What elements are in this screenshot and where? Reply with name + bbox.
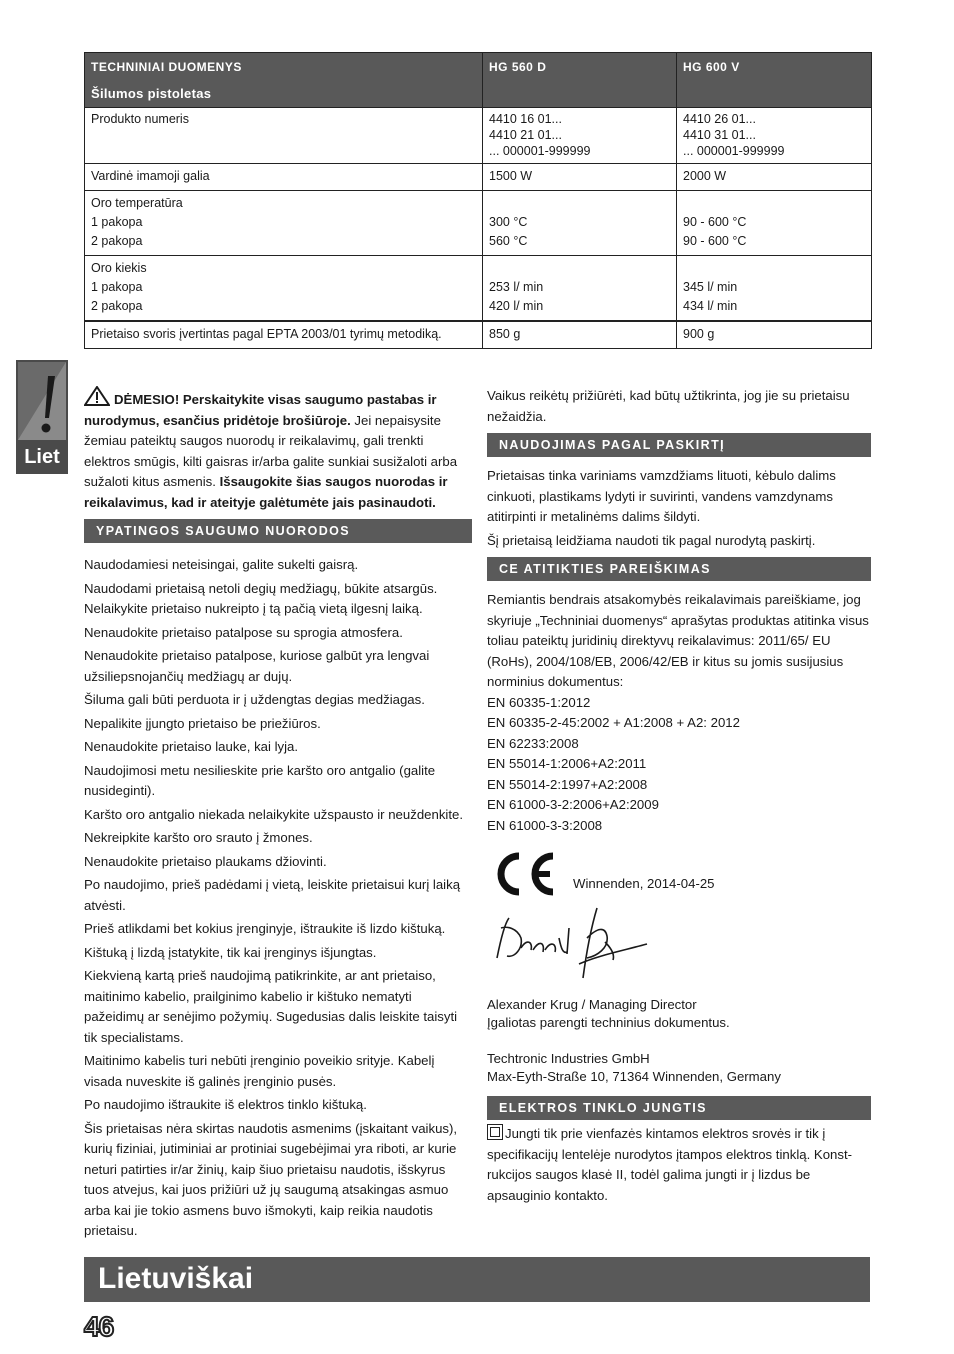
standard-item: EN 55014-1:2006+A2:2011 xyxy=(487,756,647,771)
safety-item: Nenaudokite prietaiso lauke, kai lyja. xyxy=(84,739,299,754)
cell-text: 900 g xyxy=(683,327,715,341)
intended-use-heading: NAUDOJIMAS PAGAL PASKIRTĮ xyxy=(487,433,871,457)
cell-text: 434 l/ min xyxy=(683,299,738,313)
language-title: Lietuviškai xyxy=(98,1262,254,1295)
cell-text: Produkto numeris xyxy=(91,112,189,126)
authorized-person-note: Įgaliotas parengti techninius dokumentus. xyxy=(487,1015,730,1030)
signer-name: Alexander Krug / Managing Director xyxy=(487,997,697,1012)
row-label xyxy=(85,164,483,191)
cell-text: 1500 W xyxy=(489,169,533,183)
table-header-model2 xyxy=(677,53,872,108)
safety-item: Naudodami prietaisą netoli degių medžiagų, būkite atsargūs. Nelaikykite prietaiso nukreipto į tą pačią vietą ilgesnį laiką. xyxy=(84,580,438,616)
row-value-1 xyxy=(483,164,677,191)
warning-paragraph xyxy=(84,386,472,513)
safety-item: Naudojimosi metu nesilieskite prie karšto oro antgalio (galite nusideginti). xyxy=(84,762,436,798)
cell-text: 2000 W xyxy=(683,169,727,183)
mains-connection-text: Jungti tik prie vienfazės kintamos elektros srovės ir tik į specifikacijų lentelėje nurodytos įtampos elektros tinklą. Konst-rukcijos saugos klasė II, todėl galima jungti ir į lizdus be apsauginio kontakto. xyxy=(487,1126,853,1203)
cell-text: 90 - 600 °C xyxy=(683,234,747,248)
safety-heading: YPATINGOS SAUGUMO NUORODOS xyxy=(84,519,472,543)
blank-line xyxy=(489,194,670,213)
language-side-tab xyxy=(16,360,68,474)
company-address: Max-Eyth-Straße 10, 71364 Winnenden, Germany xyxy=(487,1069,781,1084)
model2-label: HG 600 V xyxy=(683,60,740,74)
safety-item: Kištuką į lizdą įstatykite, tik kai įrenginys išjungtas. xyxy=(84,944,377,960)
ce-heading: CE ATITIKTIES PAREIŠKIMAS xyxy=(487,557,871,581)
standard-item: EN 61000-3-2:2006+A2:2009 xyxy=(487,797,659,812)
row-value-2 xyxy=(677,164,872,191)
safety-item: Kiekvieną kartą prieš naudojimą patikrinkite, ar ant prietaiso, maitinimo kabelio, prailginimo kabelio ir kištuko nematyti pažeidimų ar senėjimo požymių. Sugedusias dalis leiskite taisyti tik specialistams. xyxy=(84,968,458,1045)
right-column xyxy=(487,386,871,1209)
language-footer-bar xyxy=(84,1257,870,1302)
safety-item: Nenaudokite prietaiso patalpose, kuriose galbūt yra lengvai užsiliepsnojančių medžiagų ar dujų. xyxy=(84,648,430,684)
row-value-1 xyxy=(483,256,677,322)
table-row xyxy=(85,191,872,256)
intended-use-paragraph: Prietaisas tinka variniams vamzdžiams lituoti, kėbulo dalims cinkuoti, plastikams lydyti ir suvirinti, vandens vamzdynams atitirpinti ir metalinėms dalims šildyti. xyxy=(487,468,836,524)
cell-text: 253 l/ min xyxy=(489,280,544,294)
safety-item: Prieš atlikdami bet kokius įrenginyje, ištraukite iš lizdo kištuką. xyxy=(84,921,446,936)
row-value-1 xyxy=(483,108,677,164)
cell-text: ... 000001-999999 xyxy=(683,144,785,158)
safety-item: Po naudojimo ištraukite iš elektros tinklo kištuką. xyxy=(84,1097,367,1112)
standard-item: EN 60335-2-45:2002 + A1:2008 + A2: 2012 xyxy=(487,715,740,730)
table-row xyxy=(85,256,872,322)
exclamation-icon xyxy=(18,362,66,440)
standards-list xyxy=(487,693,871,837)
table-header-row xyxy=(85,53,872,108)
left-column xyxy=(84,386,472,1245)
table-title: TECHNINIAI DUOMENYS xyxy=(91,60,242,74)
cell-text: Prietaiso svoris įvertintas pagal EPTA 2003/01 tyrimų metodiką. xyxy=(91,327,442,341)
spacer xyxy=(487,1032,871,1050)
cell-text: 850 g xyxy=(489,327,521,341)
table-header-title-cell xyxy=(85,53,483,108)
standard-item: EN 61000-3-3:2008 xyxy=(487,817,603,833)
ce-declaration-text: Remiantis bendrais atsakomybės reikalavimais pareiškiame, jog skyriuje „Techniniai duomenys“ aprašytas produktas atitinka visus toliau pateiktų juridinių direktyvų reikalavimus: 2011/65/ EU (RoHs), 2004/108/EB, 2006/42/EB ir kitus su jomis susijusius norminius dokumentus: xyxy=(487,592,869,689)
cell-text: ... 000001-999999 xyxy=(489,144,591,158)
cell-text: 4410 26 01... xyxy=(683,112,756,126)
cell-text: 345 l/ min xyxy=(683,280,738,294)
cell-text: 1 pakopa xyxy=(91,280,143,294)
cell-text: 560 °C xyxy=(489,234,528,248)
intended-use-restriction: Šį prietaisą leidžiama naudoti tik pagal nurodytą paskirtį. xyxy=(487,532,816,548)
row-value-2 xyxy=(677,108,872,164)
standard-item: EN 55014-2:1997+A2:2008 xyxy=(487,776,648,792)
warning-triangle-icon xyxy=(84,386,110,406)
safety-item: Šis prietaisas nėra skirtas naudotis asmenims (įskaitant vaikus), kurių fiziniai, jutiminiai ar protiniai sugebėjimai yra riboti, ar kurie neturi patirties ir/ar žinių, kaip šiuo prietaisu naudotis, išskyrus tuos atvejus, kai juos prižiūri už jų saugumą atsakingas asmuo arba kai jie tokio asmens buvo išmokyti, kaip reikia naudotis prietaisu. xyxy=(84,1120,458,1238)
cell-text: Oro kiekis xyxy=(91,261,147,275)
standard-item: EN 60335-1:2012 xyxy=(487,694,591,710)
blank-line xyxy=(683,194,865,213)
row-label xyxy=(85,321,483,349)
warning-text: Jei nepaisysite žemiau pateiktų saugos nuorodų ir reikalavimų, gali trenkti elektros smūgis, kilti gaisras ir/arba galite sunkiai susižaloti arba sužaloti kitus asmenis. xyxy=(84,412,458,489)
warning-bold-lead: DĖMESIO! Perskaitykite visas saugumo pastabas ir nurodymus, esančius pridėtoje brošiūroje. xyxy=(84,392,437,428)
blank-line xyxy=(683,259,865,278)
ce-signature-block xyxy=(487,846,871,996)
table-row xyxy=(85,321,872,349)
cell-text: 300 °C xyxy=(489,215,528,229)
cell-text: 2 pakopa xyxy=(91,234,143,248)
safety-item: Nekreipkite karšto oro srauto į žmones. xyxy=(84,830,313,845)
row-label xyxy=(85,108,483,164)
cell-text: 420 l/ min xyxy=(489,299,544,313)
cell-text: Oro temperatūra xyxy=(91,196,183,210)
safety-list xyxy=(84,555,472,1242)
table-subtitle: Šilumos pistoletas xyxy=(91,86,212,101)
cell-text: 4410 16 01... xyxy=(489,112,562,126)
cell-text: Vardinė imamoji galia xyxy=(91,169,210,183)
safety-item: Po naudojimo, prieš padėdami į vietą, leiskite prietaisui kurį laiką atvėsti. xyxy=(84,877,461,913)
safety-item: Nenaudokite prietaiso plaukams džiovinti. xyxy=(84,853,327,869)
place-date: Winnenden, 2014-04-25 xyxy=(573,876,715,891)
row-value-2 xyxy=(677,321,872,349)
standard-item: EN 62233:2008 xyxy=(487,735,579,751)
side-tab-label: Liet xyxy=(24,446,60,468)
table-header-model1 xyxy=(483,53,677,108)
warning-bold-tail: Išsaugokite šias saugos nuorodas ir reikalavimus, kad ir ateityje galėtumėte jais pasinaudoti. xyxy=(84,474,448,510)
safety-item: Maitinimo kabelis turi nebūti įrenginio poveikio srityje. Kabelį visada nuveskite iš galinės įrenginio pusės. xyxy=(84,1053,435,1089)
safety-item: Nepalikite įjungto prietaiso be priežiūros. xyxy=(84,715,321,731)
safety-item: Karšto oro antgalio niekada nelaikykite užspausto ir neuždenkite. xyxy=(84,806,464,822)
company-name: Techtronic Industries GmbH xyxy=(487,1051,650,1066)
row-label xyxy=(85,191,483,256)
model1-label: HG 560 D xyxy=(489,60,547,74)
cell-text: 2 pakopa xyxy=(91,299,143,313)
table-row xyxy=(85,108,872,164)
safety-item: Šiluma gali būti perduota ir į uždengtas degias medžiagas. xyxy=(84,692,425,707)
cell-text: 1 pakopa xyxy=(91,215,143,229)
cell-text: 4410 31 01... xyxy=(683,128,756,142)
children-paragraph: Vaikus reikėtų prižiūrėti, kad būtų užtikrinta, jog jie su prietaisu nežaidžia. xyxy=(487,388,850,424)
blank-line xyxy=(489,259,670,278)
row-value-1 xyxy=(483,321,677,349)
technical-data-table xyxy=(84,52,872,349)
cell-text: 4410 21 01... xyxy=(489,128,562,142)
ce-mark-icon xyxy=(489,850,559,898)
row-value-1 xyxy=(483,191,677,256)
signature-icon xyxy=(487,898,657,988)
row-value-2 xyxy=(677,256,872,322)
mains-connection-heading: ELEKTROS TINKLO JUNGTIS xyxy=(487,1096,871,1120)
class-ii-double-square-icon xyxy=(487,1124,503,1140)
mains-connection-paragraph xyxy=(487,1124,871,1206)
cell-text: 90 - 600 °C xyxy=(683,215,747,229)
row-value-2 xyxy=(677,191,872,256)
row-label xyxy=(85,256,483,322)
page-number: 46 xyxy=(84,1311,114,1342)
safety-item: Naudodamiesi neteisingai, galite sukelti gaisrą. xyxy=(84,557,359,572)
table-row xyxy=(85,164,872,191)
safety-item: Nenaudokite prietaiso patalpose su sprogia atmosfera. xyxy=(84,624,403,640)
